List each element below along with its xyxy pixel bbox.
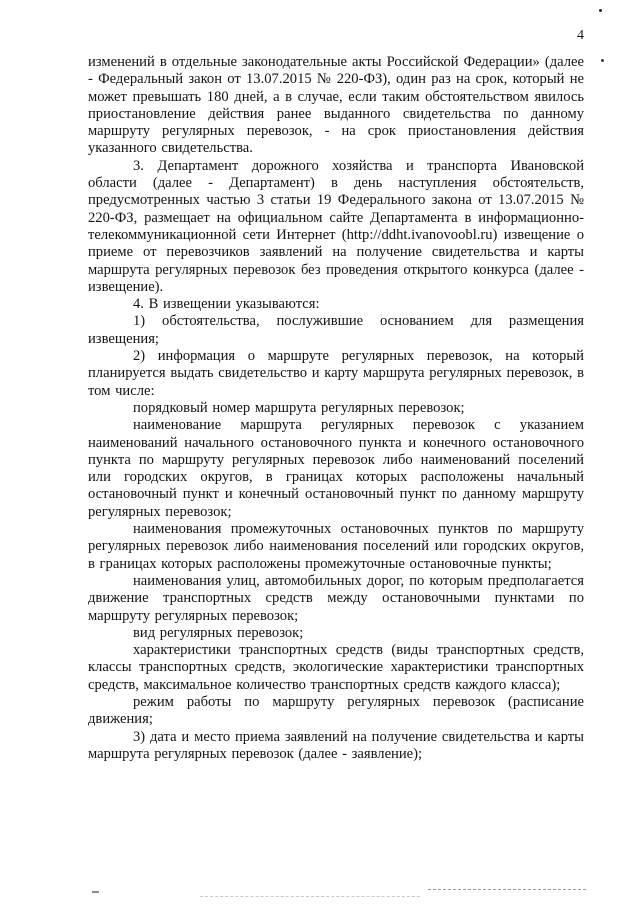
paragraph: вид регулярных перевозок;: [133, 624, 304, 641]
paragraph: 2) информация о маршруте регулярных перевозок, на который планируется выдать свидетельство и карту маршрута регулярных перевозок, в том числе:: [88, 348, 584, 399]
paragraph: порядковый номер маршрута регулярных перевозок;: [133, 399, 465, 416]
paragraph: характеристики транспортных средств (виды транспортных средств, классы транспортных средств, экологические характеристики транспортных средств, максимальное количество транспортных средств каждого класса);: [88, 642, 584, 693]
paragraph: режим работы по маршруту регулярных перевозок (расписание движения;: [88, 693, 584, 728]
paragraph: 3. Департамент дорожного хозяйства и транспорта Ивановской области (далее - Департамент) в день наступления обстоятельств, предусмотренных частью 3 статьи 19 Федерального закона от 13.07.2015 № 220-ФЗ, размещает на официальном сайте Департамента в информационно-телекоммуникационной сети Интернет (http://ddht.ivanovoobl.ru) извещение о приеме от перевозчиков заявлений на получение свидетельства и карты маршрута регулярных перевозок без проведения открытого конкурса (далее - извещение).: [88, 157, 584, 295]
scan-artifact-dashes: [428, 889, 586, 890]
paragraph: 3) дата и место приема заявлений на получение свидетельства и карты маршрута регулярных перевозок (далее - заявление);: [88, 728, 584, 762]
scan-artifact-mark: [92, 891, 99, 893]
page-number: 4: [577, 28, 584, 43]
paragraph: наименование маршрута регулярных перевозок с указанием наименований начального остановочного пункта и конечного остановочного пункта по маршруту регулярных перевозок либо наименований поселений или городских округов, в границах которых расположены начальный остановочный пункт и конечный остановочный пункт по данному маршруту регулярных перевозок;: [88, 417, 584, 520]
scan-artifact-dashes: [200, 896, 420, 897]
paragraph: 1) обстоятельства, послужившие основанием для размещения извещения;: [88, 313, 584, 347]
paragraph: наименования промежуточных остановочных пунктов по маршруту регулярных перевозок либо наименования поселений или городских округов, в границах которых расположены промежуточные остановочные пункты;: [88, 521, 584, 572]
paragraph: изменений в отдельные законодательные акты Российской Федерации» (далее - Федеральный закон от 13.07.2015 № 220-ФЗ), один раз на срок, который не может превышать 180 дней, а в случае, если таким обстоятельством явилось приостановление действия ранее выданного свидетельства по данному маршруту регулярных перевозок, - на срок приостановления действия указанного свидетельства.: [88, 54, 584, 157]
text-block: [88, 54, 584, 763]
paragraph: 4. В извещении указываются:: [133, 296, 320, 313]
paragraph: наименования улиц, автомобильных дорог, по которым предполагается движение транспортных средств между остановочными пунктами по маршруту регулярных перевозок;: [88, 572, 584, 624]
